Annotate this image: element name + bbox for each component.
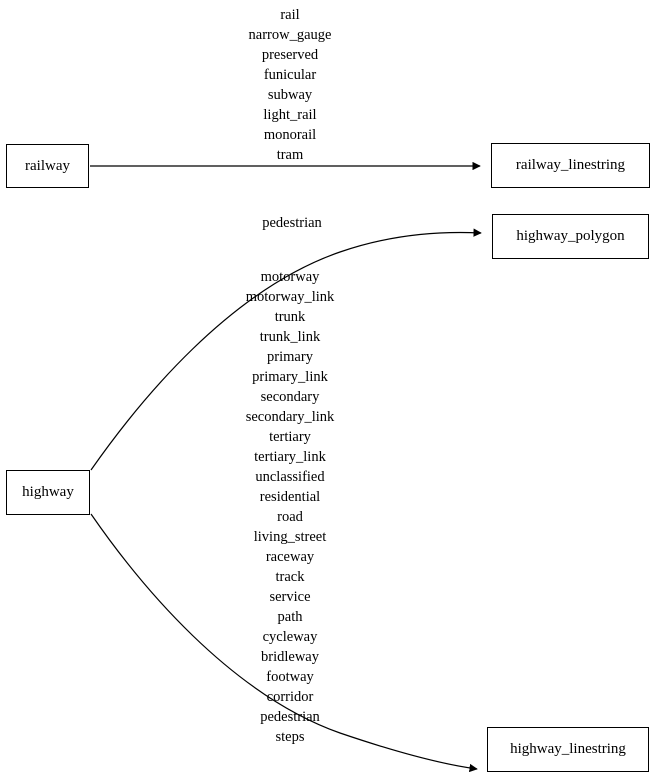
node-label: highway_linestring <box>510 741 626 757</box>
edge-label-line: service <box>269 589 311 605</box>
edge-label-line: path <box>277 609 303 625</box>
edge-label-line: pedestrian <box>260 709 320 725</box>
edge-label-line: road <box>277 509 303 525</box>
edge-label-line: unclassified <box>255 469 325 485</box>
node-label: highway <box>22 484 74 500</box>
node-highway[interactable] <box>6 470 90 515</box>
node-railway[interactable] <box>6 144 89 188</box>
node-label: highway_polygon <box>516 228 625 244</box>
edge-label-line: steps <box>275 729 305 745</box>
edge-label-line: footway <box>266 669 314 685</box>
node-label: railway <box>25 157 70 174</box>
edge-label-highway-linestring <box>230 267 350 747</box>
edge-label-line: primary_link <box>252 369 328 385</box>
edge-label-line: cycleway <box>262 629 318 645</box>
node-label: railway_linestring <box>515 157 626 173</box>
edge-label-line: secondary <box>260 389 320 405</box>
edge-label-line: track <box>275 569 305 585</box>
edge-label-line: tram <box>276 147 304 163</box>
edge-label-line: corridor <box>266 689 314 705</box>
edge-label-line: monorail <box>263 127 317 143</box>
edge-label-line: subway <box>267 87 313 103</box>
edge-label-line: pedestrian <box>262 215 322 231</box>
edge-label-line: raceway <box>265 549 315 565</box>
edge-label-line: trunk <box>274 309 306 325</box>
edge-label-line: motorway_link <box>245 289 335 305</box>
edge-label-line: tertiary_link <box>254 449 326 465</box>
edge-label-line: trunk_link <box>259 329 321 345</box>
edge-label-line: motorway <box>260 269 320 285</box>
edge-label-line: tertiary <box>269 429 311 445</box>
edge-label-line: bridleway <box>261 649 319 665</box>
node-railway-linestring[interactable] <box>491 143 650 188</box>
node-highway-polygon[interactable] <box>492 214 649 259</box>
edge-label-line: living_street <box>253 529 327 545</box>
edge-label-line: secondary_link <box>245 409 335 425</box>
edge-label-railway <box>230 5 350 165</box>
edge-label-line: narrow_gauge <box>248 27 332 43</box>
edge-label-line: funicular <box>263 67 317 83</box>
edge-label-line: light_rail <box>263 107 317 123</box>
edge-label-line: rail <box>280 7 300 23</box>
edge-label-line: preserved <box>261 47 319 63</box>
edge-label-highway-polygon <box>252 213 332 233</box>
node-highway-linestring[interactable] <box>487 727 649 772</box>
edge-label-line: residential <box>259 489 321 505</box>
edge-label-line: primary <box>267 349 313 365</box>
